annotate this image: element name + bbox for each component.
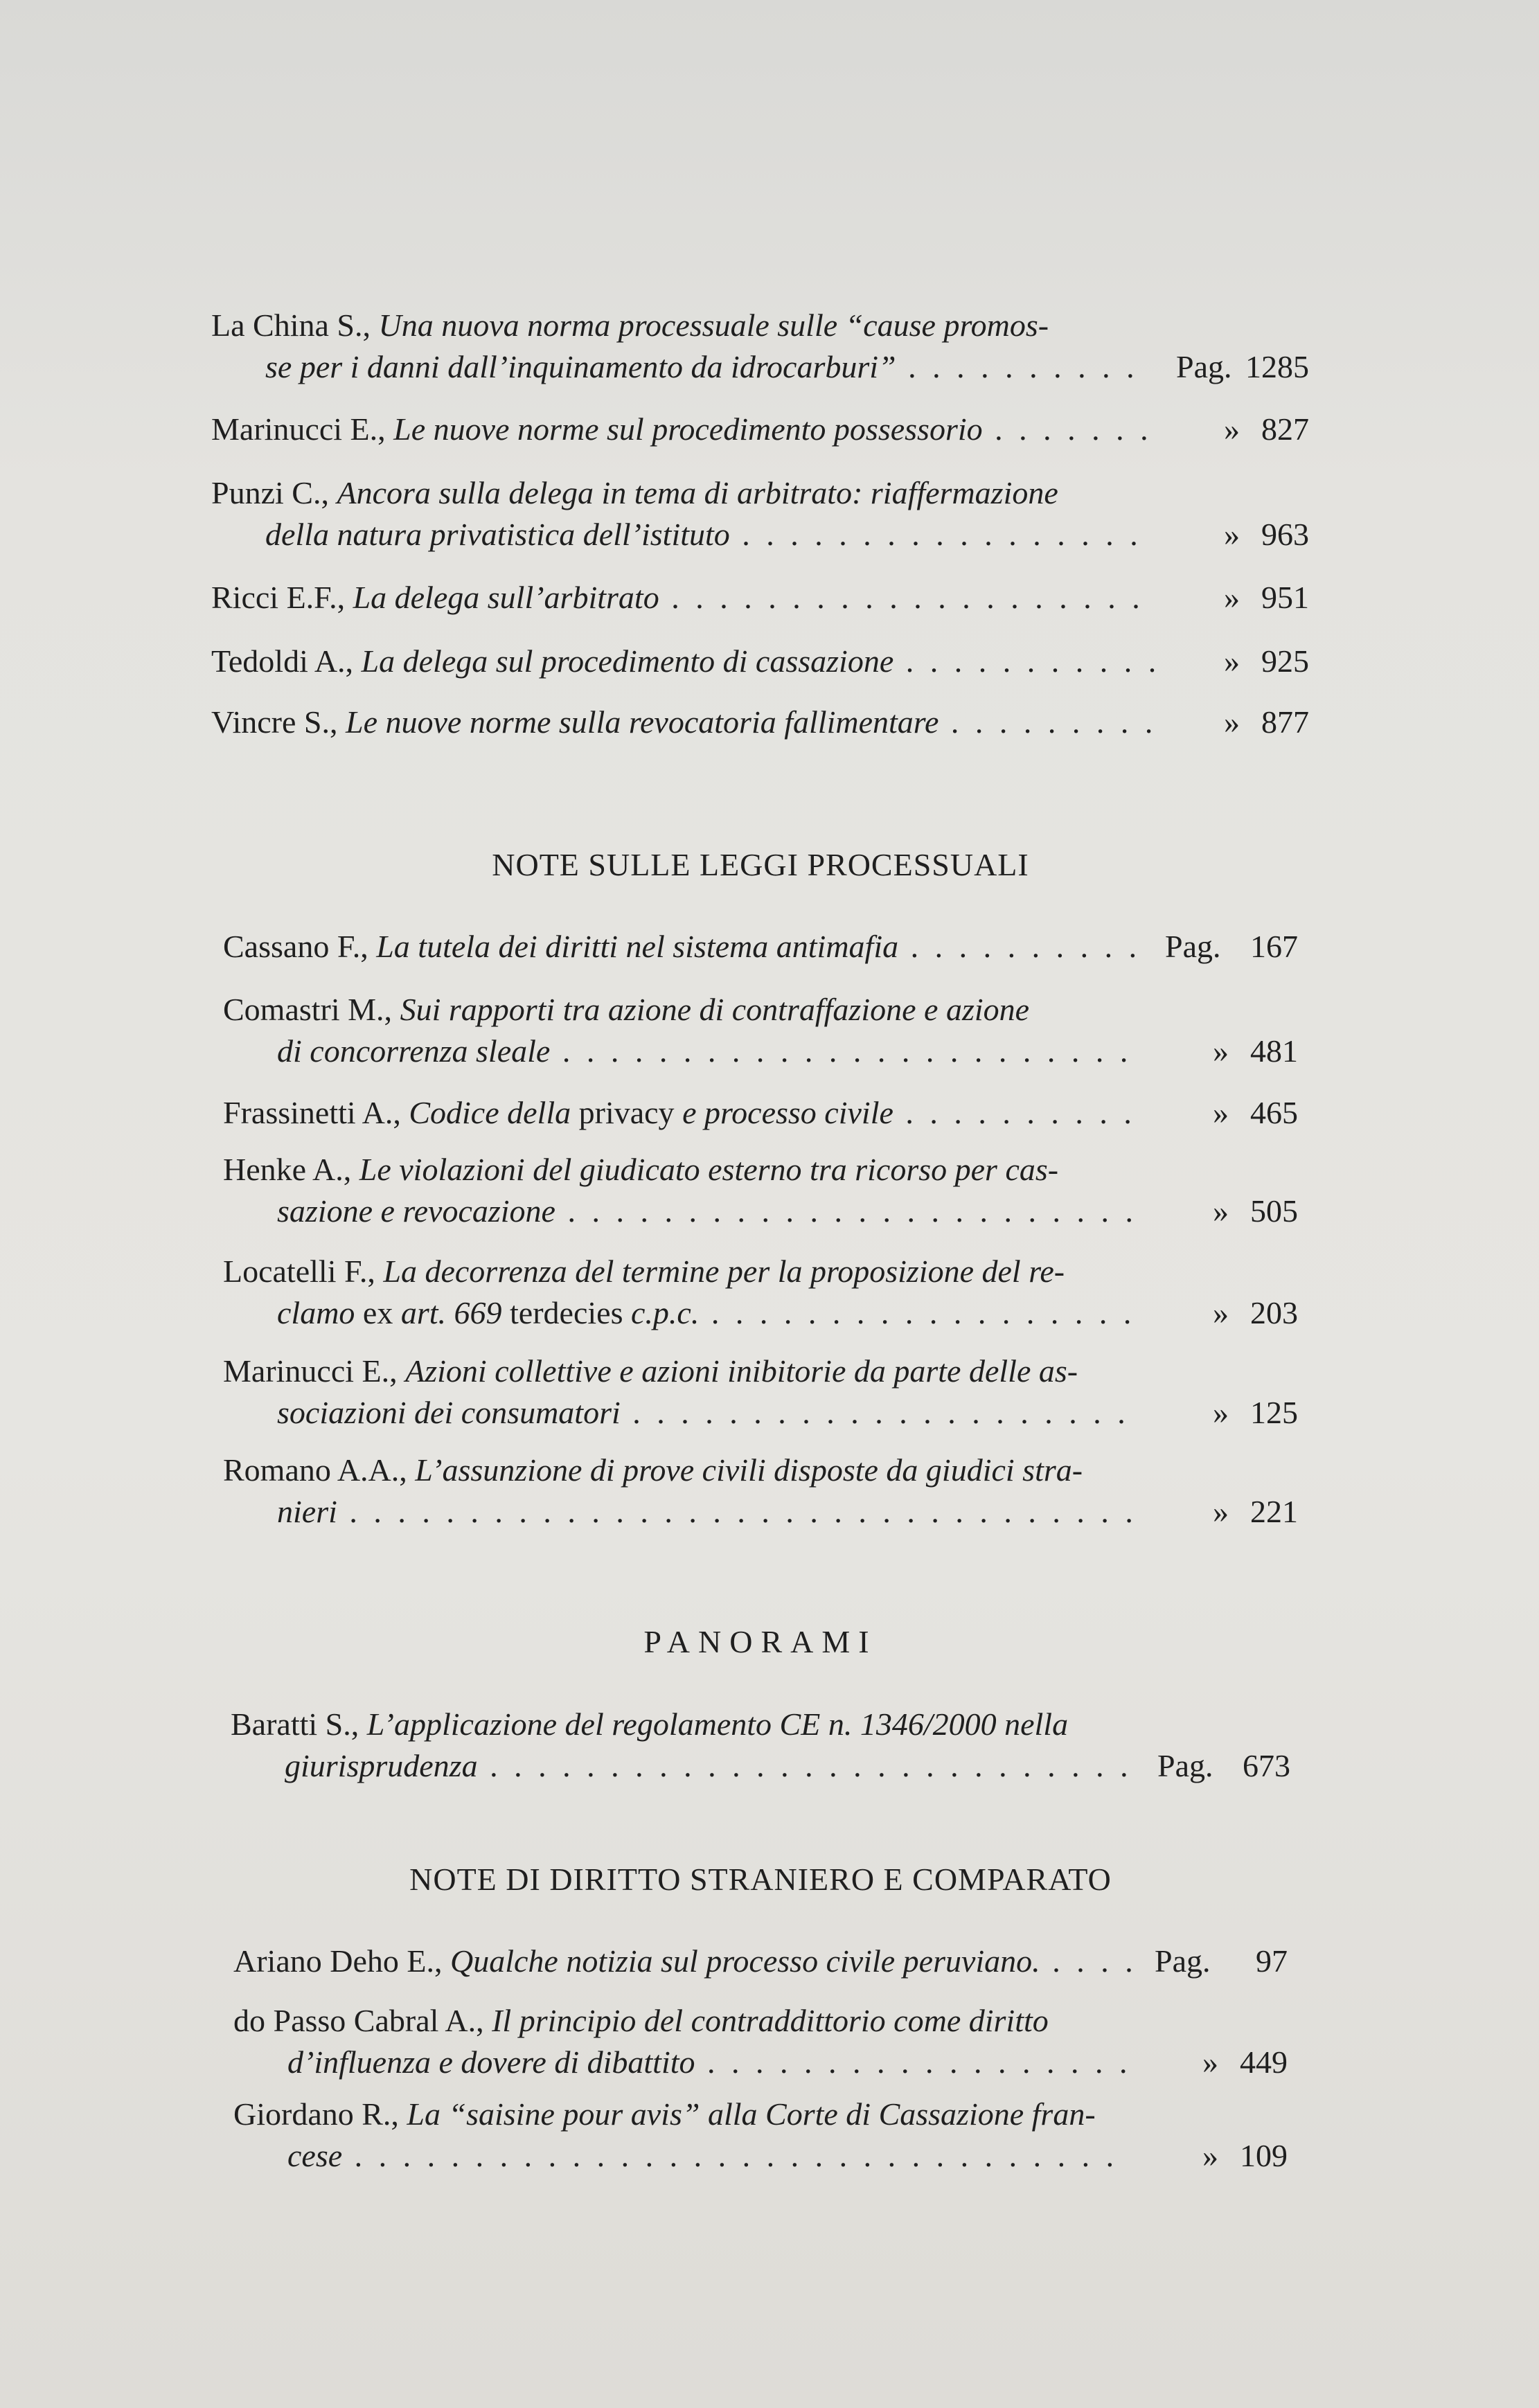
index-entry: [211, 409, 1309, 450]
dot-leader: . . . . . . . . . . . . . . . . . .: [695, 2044, 1132, 2080]
entry-title: sociazioni dei consumatori: [277, 1395, 621, 1430]
entry-title: giurisprudenza: [285, 1748, 478, 1783]
entry-author: Marinucci E.,: [211, 411, 386, 447]
page-number: 203: [1250, 1295, 1298, 1330]
entry-author: Marinucci E.,: [223, 1353, 398, 1389]
page-number: 877: [1261, 704, 1309, 740]
entry-title: Ancora sulla delega in tema di arbitrato: riaffermazione: [337, 475, 1058, 510]
page-reference: [1176, 346, 1309, 388]
entry-author: Tedoldi A.,: [211, 643, 354, 679]
page-reference: [1176, 409, 1309, 450]
entry-author: Frassinetti A.,: [223, 1095, 401, 1130]
page-reference: [1165, 1092, 1298, 1134]
entry-title: della natura privatistica dell’istituto: [265, 517, 730, 552]
dot-leader: . . . . . . . . . .: [893, 1095, 1136, 1130]
page-prefix: »: [1213, 1095, 1229, 1130]
index-entry: [211, 641, 1309, 682]
entry-title: Sui rapporti tra azione di contraffazione e azione: [400, 992, 1030, 1027]
entry-title: cese: [287, 2138, 343, 2173]
dot-leader: . . . . . . . . . . . . . . . . . . . . . . . . . . . . . . . . .: [337, 1494, 1137, 1529]
page-number: 449: [1240, 2044, 1288, 2080]
dot-leader: . . . . . . . . . . .: [893, 643, 1161, 679]
dot-leader: . . . . . . . . . . . . . . . . .: [729, 517, 1142, 552]
page-number: 125: [1250, 1395, 1298, 1430]
dot-leader: . . . . . . . . . . . . . . . . . .: [699, 1295, 1136, 1330]
page-reference: [1176, 702, 1309, 743]
index-entry: [233, 2094, 1288, 2177]
entry-title: clamo: [277, 1295, 363, 1330]
index-entry: [223, 989, 1298, 1072]
page-reference: [1155, 2135, 1288, 2177]
page-prefix: »: [1213, 1395, 1229, 1430]
dot-leader: . . . . . . . . . .: [898, 929, 1141, 964]
entry-author: Punzi C.,: [211, 475, 329, 510]
section-heading: PANORAMI: [643, 1624, 878, 1659]
index-entry: [211, 577, 1309, 618]
entry-title: se per i danni dall’inquinamento da idrocarburi”: [265, 349, 896, 384]
entry-author: Vincre S.,: [211, 704, 338, 740]
entry-title: La “saisine pour avis” alla Corte di Cassazione fran-: [407, 2096, 1096, 2132]
page-number: 925: [1261, 643, 1309, 679]
entry-title: Le violazioni del giudicato esterno tra ricorso per cas-: [359, 1152, 1059, 1187]
page-prefix: »: [1202, 2044, 1218, 2080]
entry-title: terdecies: [510, 1295, 623, 1330]
page-prefix: »: [1224, 580, 1240, 615]
entry-title: c.p.c.: [623, 1295, 700, 1330]
page-reference: [1165, 926, 1298, 967]
page-number: 97: [1256, 1943, 1288, 1979]
page-reference: [1157, 1745, 1290, 1787]
index-entry: [211, 472, 1309, 555]
index-entry: [223, 1450, 1298, 1533]
index-entry: [231, 1704, 1290, 1787]
entry-title: La tutela dei diritti nel sistema antimafia: [376, 929, 899, 964]
entry-author: Locatelli F.,: [223, 1254, 375, 1289]
page-reference: [1165, 1491, 1298, 1533]
page-number: 673: [1243, 1748, 1290, 1783]
index-entry: [223, 926, 1298, 967]
page-number: 1285: [1245, 349, 1309, 384]
entry-title: Il principio del contraddittorio come diritto: [492, 2003, 1049, 2038]
page-prefix: »: [1213, 1295, 1229, 1330]
entry-title: nieri: [277, 1494, 337, 1529]
entry-author: Ricci E.F.,: [211, 580, 346, 615]
dot-leader: . . . . . . . . . .: [896, 349, 1139, 384]
page-reference: [1155, 2042, 1288, 2083]
section-heading: NOTE SULLE LEGGI PROCESSUALI: [492, 847, 1029, 882]
entry-title: La delega sull’arbitrato: [353, 580, 659, 615]
page-number: 109: [1240, 2138, 1288, 2173]
entry-title: Azioni collettive e azioni inibitorie da parte delle as-: [405, 1353, 1078, 1389]
index-entry: [223, 1149, 1298, 1232]
index-entry: [233, 1941, 1288, 1982]
page-prefix: »: [1224, 643, 1240, 679]
page-prefix: »: [1202, 2138, 1218, 2173]
page-number: 221: [1250, 1494, 1298, 1529]
page-reference: [1176, 577, 1309, 618]
dot-leader: . . . . . . . . . . . . . . . . . . . . . . . .: [550, 1033, 1132, 1069]
entry-title: L’assunzione di prove civili disposte da giudici stra-: [415, 1452, 1083, 1488]
index-entry: [223, 1092, 1298, 1134]
index-entry: [223, 1350, 1298, 1434]
section-heading: NOTE DI DIRITTO STRANIERO E COMPARATO: [409, 1862, 1112, 1897]
index-entry: [211, 305, 1309, 388]
page-number: 167: [1250, 929, 1298, 964]
entry-author: Comastri M.,: [223, 992, 393, 1027]
entry-title: privacy: [578, 1095, 675, 1130]
page-prefix: Pag.: [1165, 929, 1221, 964]
page-number: 505: [1250, 1193, 1298, 1229]
page-reference: [1155, 1941, 1288, 1982]
entry-author: Ariano Deho E.,: [233, 1943, 443, 1979]
page-prefix: »: [1224, 517, 1240, 552]
entry-author: Baratti S.,: [231, 1706, 359, 1742]
page-number: 827: [1261, 411, 1309, 447]
entry-author: Cassano F.,: [223, 929, 368, 964]
entry-title: d’influenza e dovere di dibattito: [287, 2044, 695, 2080]
entry-title: Codice della: [409, 1095, 579, 1130]
page-prefix: Pag.: [1155, 1943, 1211, 1979]
page-prefix: »: [1213, 1193, 1229, 1229]
entry-title: sazione e revocazione: [277, 1193, 555, 1229]
dot-leader: . . . . . . . . . . . . . . . . . . . . .: [620, 1395, 1130, 1430]
dot-leader: . . . . . . . . . . . . . . . . . . . . . . . .: [555, 1193, 1137, 1229]
page-prefix: »: [1224, 704, 1240, 740]
page-number: 963: [1261, 517, 1309, 552]
entry-author: do Passo Cabral A.,: [233, 2003, 484, 2038]
entry-title: Qualche notizia sul processo civile peruviano.: [450, 1943, 1040, 1979]
entry-title: Le nuove norme sulla revocatoria fallimentare: [345, 704, 939, 740]
entry-author: Henke A.,: [223, 1152, 352, 1187]
entry-title: L’applicazione del regolamento CE n. 1346/2000 nella: [366, 1706, 1069, 1742]
entry-title: La delega sul procedimento di cassazione: [361, 643, 894, 679]
index-entry: [211, 702, 1309, 743]
entry-author: La China S.,: [211, 307, 371, 343]
page-number: 481: [1250, 1033, 1298, 1069]
page-reference: [1165, 1190, 1298, 1232]
entry-author: Romano A.A.,: [223, 1452, 407, 1488]
page-prefix: Pag.: [1176, 349, 1232, 384]
entry-title: Le nuove norme sul procedimento possessorio: [393, 411, 983, 447]
dot-leader: . . . . . . . . . . . . . . . . . . . . . . . . . . . . . . . .: [342, 2138, 1119, 2173]
dot-leader: . . . . . . . . .: [938, 704, 1157, 740]
dot-leader: . . . . . . . . . . . . . . . . . . . . . . . . . . .: [477, 1748, 1132, 1783]
page-number: 951: [1261, 580, 1309, 615]
entry-title: di concorrenza sleale: [277, 1033, 551, 1069]
page-number: 465: [1250, 1095, 1298, 1130]
page-reference: [1165, 1031, 1298, 1072]
index-entry: [223, 1251, 1298, 1334]
page-reference: [1165, 1392, 1298, 1434]
page-prefix: »: [1213, 1494, 1229, 1529]
dot-leader: . . . . . . . . . . . . . . . . . . . .: [659, 580, 1144, 615]
page-reference: [1165, 1292, 1298, 1334]
page-prefix: »: [1213, 1033, 1229, 1069]
dot-leader: . . . .: [1040, 1943, 1137, 1979]
page-reference: [1176, 641, 1309, 682]
entry-title: art. 669: [393, 1295, 510, 1330]
page-reference: [1176, 514, 1309, 555]
page-prefix: Pag.: [1157, 1748, 1213, 1783]
entry-title: La decorrenza del termine per la proposizione del re-: [383, 1254, 1065, 1289]
page-prefix: »: [1224, 411, 1240, 447]
entry-title: ex: [362, 1295, 393, 1330]
entry-title: e processo civile: [674, 1095, 893, 1130]
entry-title: Una nuova norma processuale sulle “cause promos-: [378, 307, 1049, 343]
dot-leader: . . . . . . .: [982, 411, 1153, 447]
index-entry: [233, 2000, 1288, 2083]
entry-author: Giordano R.,: [233, 2096, 399, 2132]
